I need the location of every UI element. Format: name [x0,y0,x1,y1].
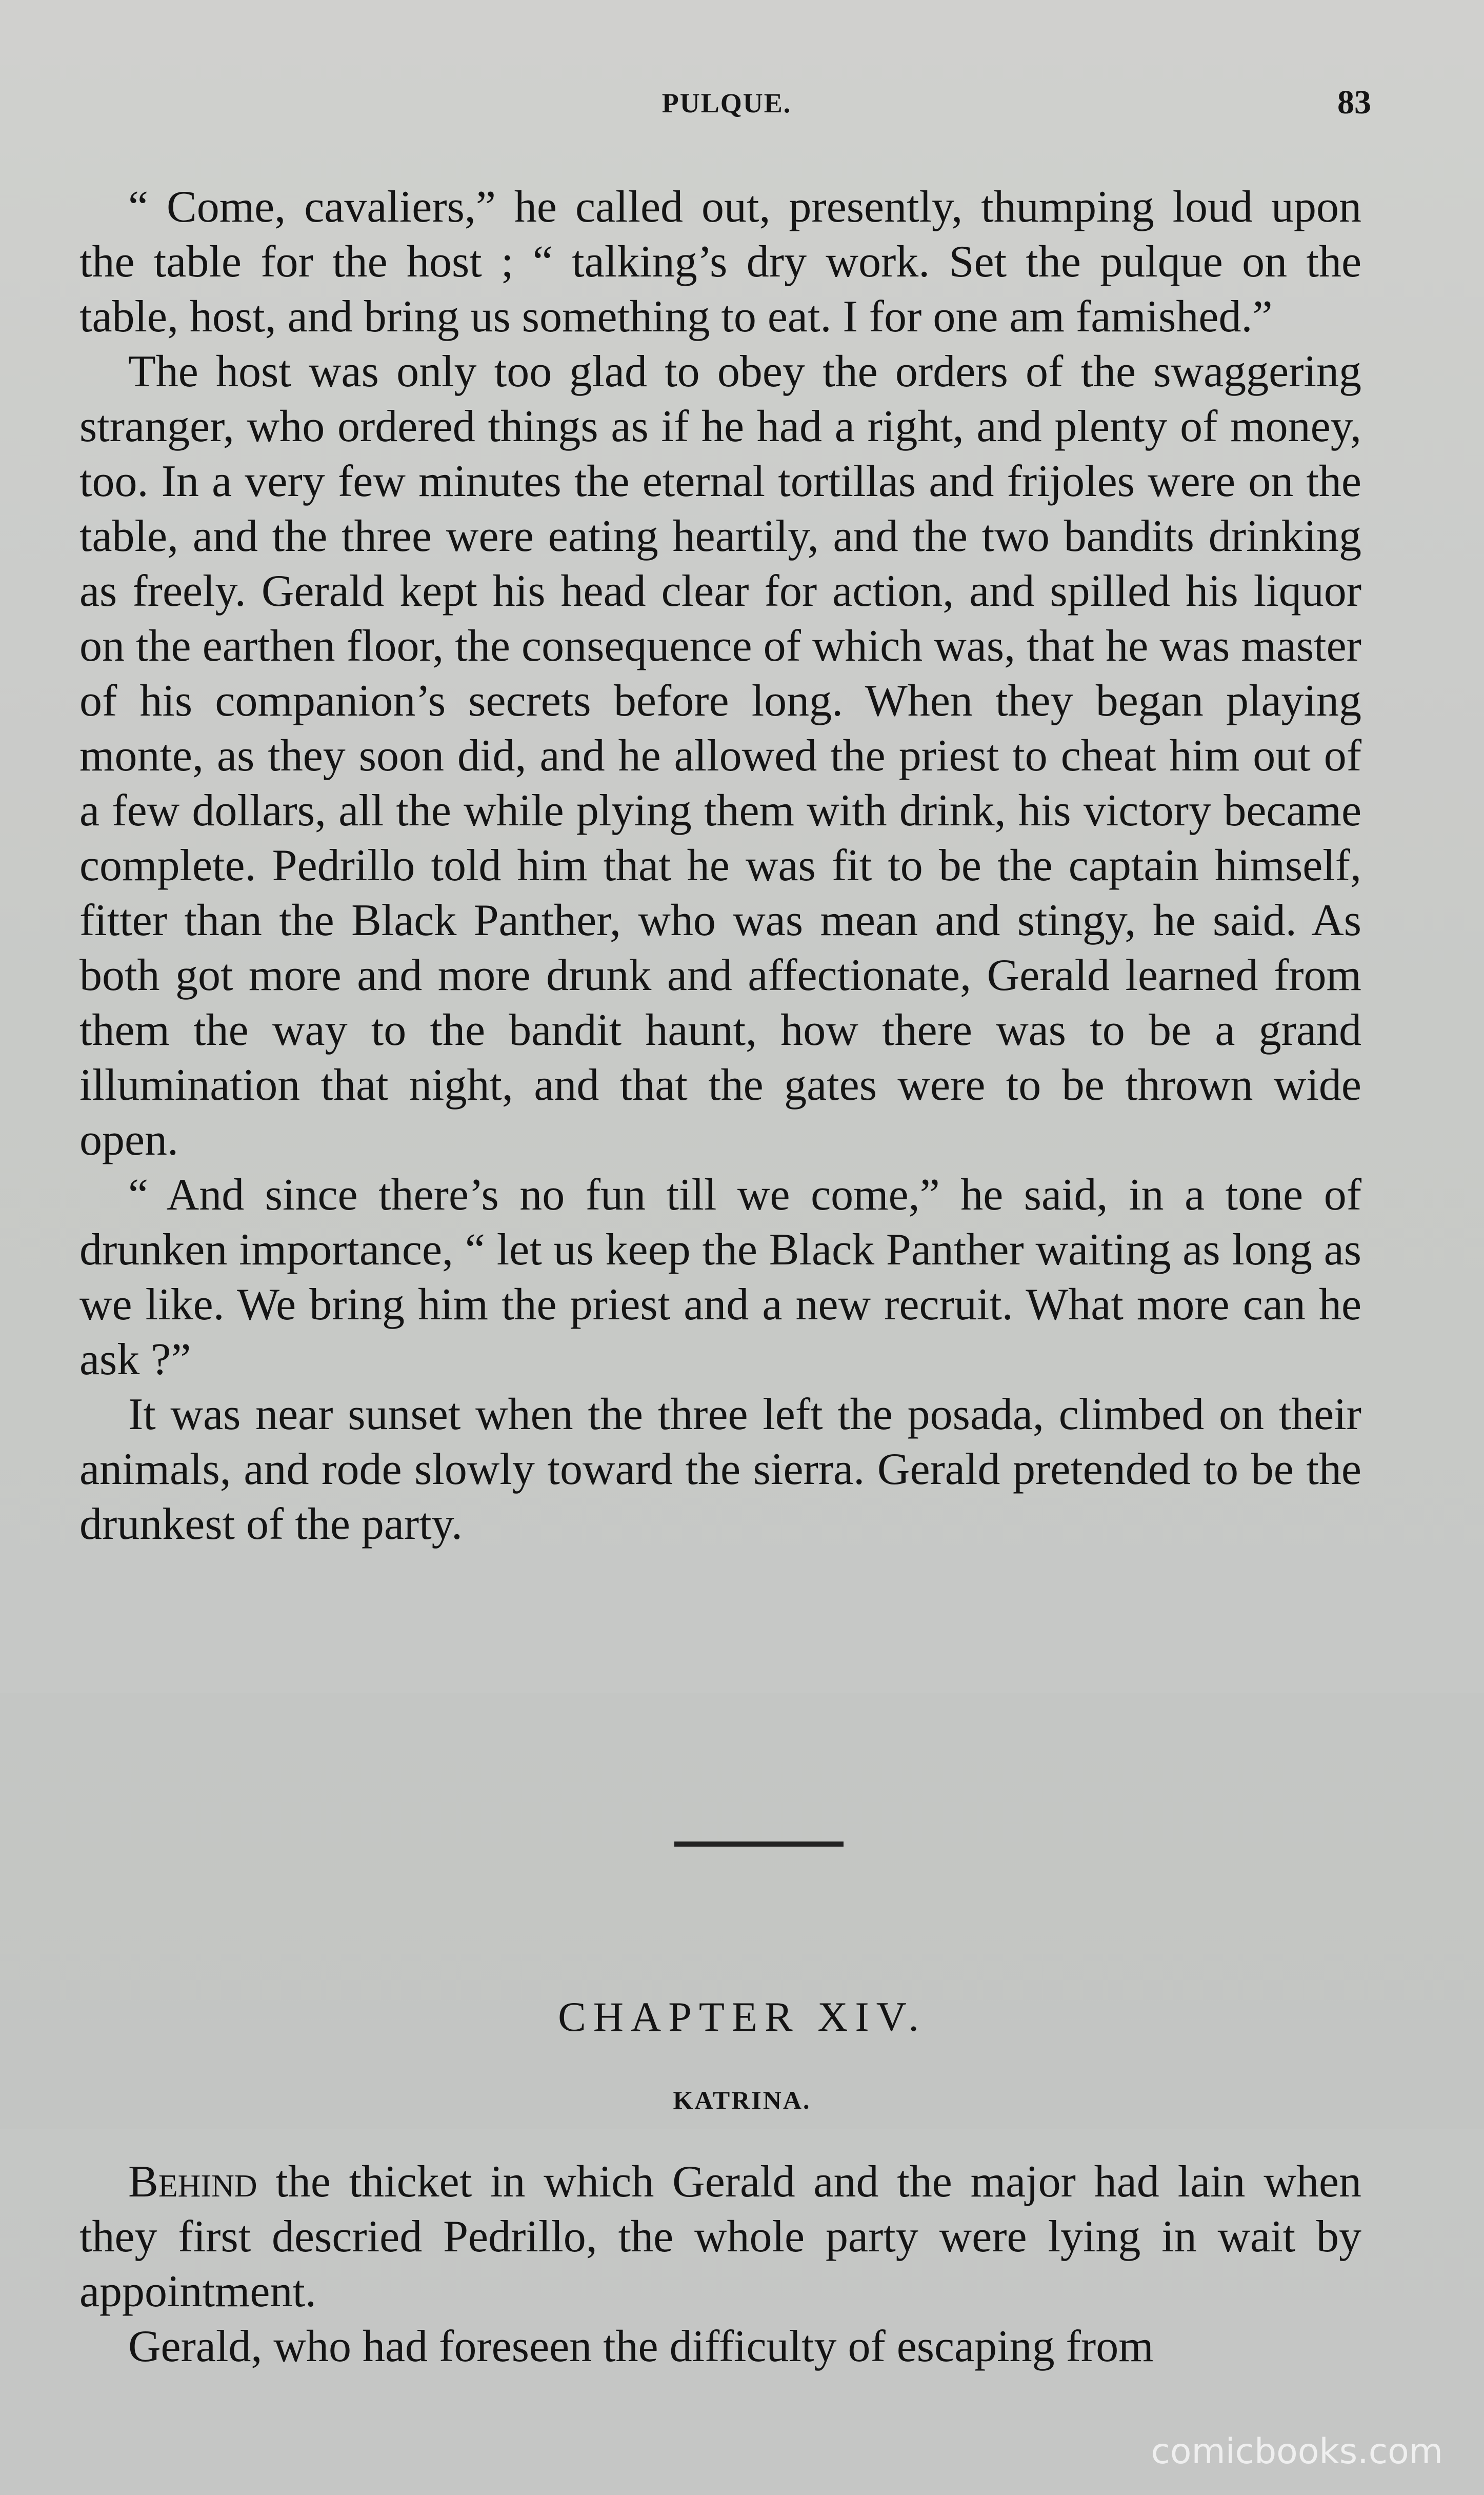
paragraph-text: Gerald, who had foreseen the difficulty of escaping from [128,2322,1154,2371]
paragraph: The host was only too glad to obey the orders of the swaggering stranger, who ordered things as if he had a right, and plenty of money, too. In a very few minutes the eternal tortillas and frijoles were on the table, and the three were eating heartily, and the two bandits drinking as freely. Gerald kept his head clear for action, and spilled his liquor on the earthen floor, the consequence of which was, that he was master of his companion’s secrets before long. When they began playing monte, as they soon did, and he allowed the priest to cheat him out of a few dollars, all the while plying them with drink, his victory became complete. Pedrillo told him that he was fit to be the captain himself, fitter than the Black Panther, who was mean and stingy, he said. As both got more and more drunk and affectionate, Gerald learned from them the way to the bandit haunt, how there was to be a grand illumination that night, and that the gates were to be thrown wide open. [79,347,1361,1165]
paragraph: “ And since there’s no fun till we come,” he said, in a tone of drunken importance, “ let us keep the Black Panther waiting as long as we like. We bring him the priest and a new recruit. What more can he ask ?” [79,1170,1361,1384]
paragraph: “ Come, cavaliers,” he called out, presently, thumping loud upon the table for the host ; “ talking’s dry work. Set the pulque on the table, host, and bring us something to eat. I for one am famished.” [79,182,1361,342]
running-head: PULQUE. [661,88,792,118]
paragraph [79,2319,1361,2374]
section-divider [674,1841,844,1847]
chapter-opening-word: Behind [128,2157,257,2207]
paragraph [79,2154,1361,2319]
chapter-title: CHAPTER XIV. [558,1993,926,2040]
paragraph-text: the thicket in which Gerald and the major had lain when they first descried Pedrillo, the whole party were lying in wait by appointment. [79,2157,1361,2316]
paragraph: It was near sunset when the three left the posada, climbed on their animals, and rode slowly toward the sierra. Gerald pretended to be the drunkest of the party. [79,1390,1361,1549]
body-text [79,180,1361,1552]
watermark: comicbooks.com [1151,2431,1443,2472]
chapter-subtitle: KATRINA. [673,2086,811,2114]
chapter-body [79,2154,1361,2374]
page-header [82,77,1371,138]
page-number: 83 [1337,84,1371,121]
